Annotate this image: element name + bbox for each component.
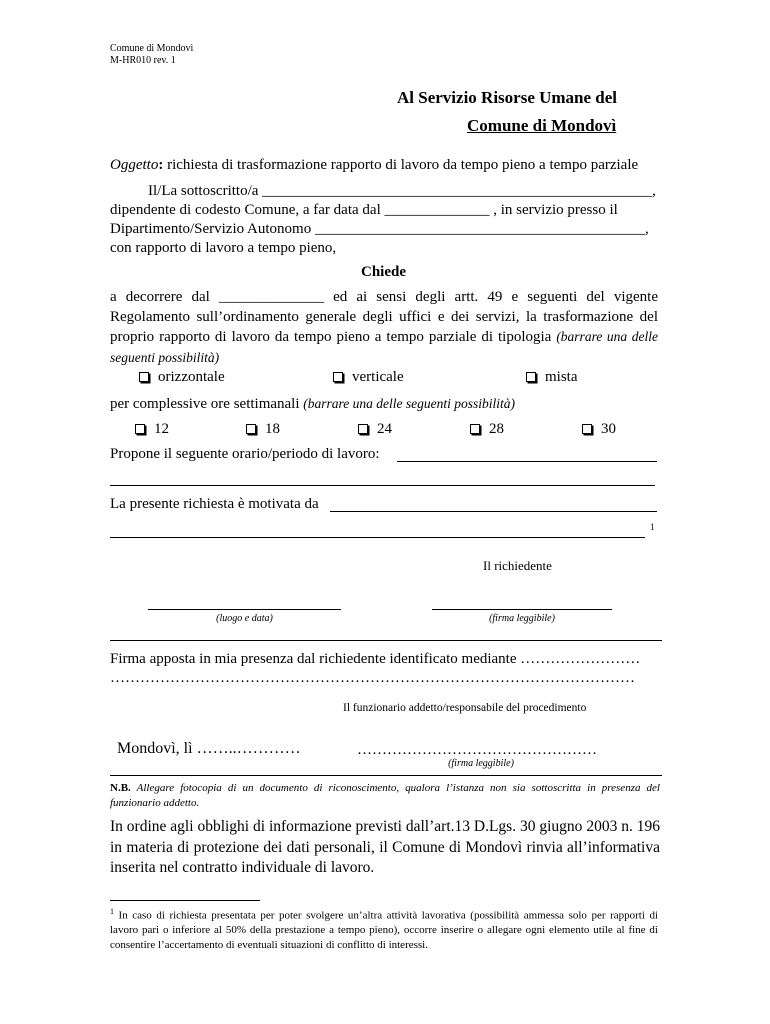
witness-line: Firma apposta in mia presenza dal richiedente identificato mediante …………………… <box>110 651 641 667</box>
intro-name-line: Il/La sottoscritto/a ____________________________________________________, <box>148 183 656 199</box>
checkbox-icon <box>470 424 480 434</box>
addressee-line1: Al Servizio Risorse Umane del <box>397 88 618 107</box>
request-paragraph <box>110 288 658 368</box>
checkbox-icon <box>358 424 368 434</box>
checkbox-icon <box>526 372 536 382</box>
official-title: Il funzionario addetto/responsabile del procedimento <box>343 702 587 714</box>
option-verticale-label: verticale <box>352 369 404 385</box>
applicant-signature-caption: (firma leggibile) <box>489 613 555 624</box>
footnote <box>110 905 658 952</box>
intro-department-line: Dipartimento/Servizio Autonomo ____________________________________________, <box>110 221 649 237</box>
intro-contract-line: con rapporto di lavoro a tempo pieno, <box>110 240 337 256</box>
hours-option-24[interactable] <box>358 421 392 438</box>
option-mista-label: mista <box>545 369 578 385</box>
option-orizzontale-label: orizzontale <box>158 369 225 385</box>
footnote-separator <box>110 900 260 901</box>
applicant-title: Il richiedente <box>483 558 552 573</box>
hours-option-30[interactable] <box>582 421 616 438</box>
footnote-number: 1 <box>110 907 114 916</box>
schedule-field-line-2[interactable] <box>110 485 655 486</box>
addressee-line2: Comune di Mondovì <box>467 116 617 135</box>
official-signature-dots[interactable]: ………………………………………… <box>357 742 597 758</box>
hours-option-label: 12 <box>154 421 169 437</box>
motivation-field-line[interactable] <box>330 511 657 512</box>
intro-employee-line: dipendente di codesto Comune, a far data dal ______________ , in servizio presso il <box>110 202 618 218</box>
schedule-label: Propone il seguente orario/periodo di lavoro: <box>110 446 380 462</box>
subject-colon: : <box>158 157 164 173</box>
hours-option-label: 28 <box>489 421 504 437</box>
request-text: a decorrere dal ______________ ed ai sensi degli artt. 49 e seguenti del vigente Regolamento sull’ordinamento generale degli uffici e dei servizi, la trasformazione del proprio rapporto di lavoro da tempo pieno a tempo parziale di tipologia <box>110 289 658 345</box>
witness-dots-line: …………………………………………………………………………………………… <box>110 670 635 686</box>
hours-label: per complessive ore settimanali <box>110 396 304 412</box>
footnote-text: In caso di richiesta presentata per poter svolgere un’altra attività lavorativa (possibilità ammessa solo per rapporti di lavoro pari o inferiore al 50% della prestazione a tempo pieno), occorre inserire o allegare ogni elemento utile al fine di consentire l’accertamento di eventuali situazioni di conflitto di interessi. <box>110 909 658 951</box>
subject-line <box>110 157 638 174</box>
checkbox-icon <box>333 372 343 382</box>
request-note: (barrare una delle seguenti possibilità) <box>110 329 659 365</box>
nb-note <box>110 781 660 810</box>
option-verticale[interactable] <box>333 369 404 386</box>
header-form-code: M-HR010 rev. 1 <box>110 55 176 66</box>
hours-option-12[interactable] <box>135 421 169 438</box>
hours-option-label: 18 <box>265 421 280 437</box>
nb-label: N.B. <box>110 782 131 794</box>
section-divider-2 <box>110 775 662 776</box>
subject-label: Oggetto <box>110 157 159 173</box>
hours-option-18[interactable] <box>246 421 280 438</box>
hours-note: (barrare una delle seguenti possibilità) <box>303 396 516 411</box>
section-divider <box>110 640 662 641</box>
hours-line <box>110 396 515 413</box>
checkbox-icon <box>582 424 592 434</box>
official-signature-caption: (firma leggibile) <box>448 758 514 769</box>
checkbox-icon <box>139 372 149 382</box>
applicant-signature-line[interactable] <box>432 609 612 610</box>
checkbox-icon <box>135 424 145 434</box>
checkbox-icon <box>246 424 256 434</box>
option-orizzontale[interactable] <box>139 369 225 386</box>
privacy-paragraph: In ordine agli obblighi di informazione previsti dall’art.13 D.Lgs. 30 giugno 2003 n. 196 in materia di protezione dei dati personali, il Comune di Mondovì rinvia all’informativa inserita nel contratto individuale di lavoro. <box>110 818 660 876</box>
motivation-label: La presente richiesta è motivata da <box>110 496 319 512</box>
footnote-reference: 1 <box>650 522 655 532</box>
header-municipality: Comune di Mondovì <box>110 43 194 54</box>
subject-text: richiesta di trasformazione rapporto di lavoro da tempo pieno a tempo parziale <box>163 157 639 173</box>
hours-option-28[interactable] <box>470 421 504 438</box>
place-line: Mondovì, lì ……..………… <box>117 740 301 757</box>
place-date-caption: (luogo e data) <box>216 613 273 624</box>
nb-text: Allegare fotocopia di un documento di riconoscimento, qualora l’istanza non sia sottoscritta in presenza del funzionario addetto. <box>110 782 660 809</box>
option-mista[interactable] <box>526 369 578 386</box>
schedule-field-line[interactable] <box>397 461 657 462</box>
chiede-heading: Chiede <box>361 264 406 280</box>
motivation-field-line-2[interactable] <box>110 537 645 538</box>
hours-option-label: 24 <box>377 421 392 437</box>
place-date-line[interactable] <box>148 609 341 610</box>
hours-option-label: 30 <box>601 421 616 437</box>
